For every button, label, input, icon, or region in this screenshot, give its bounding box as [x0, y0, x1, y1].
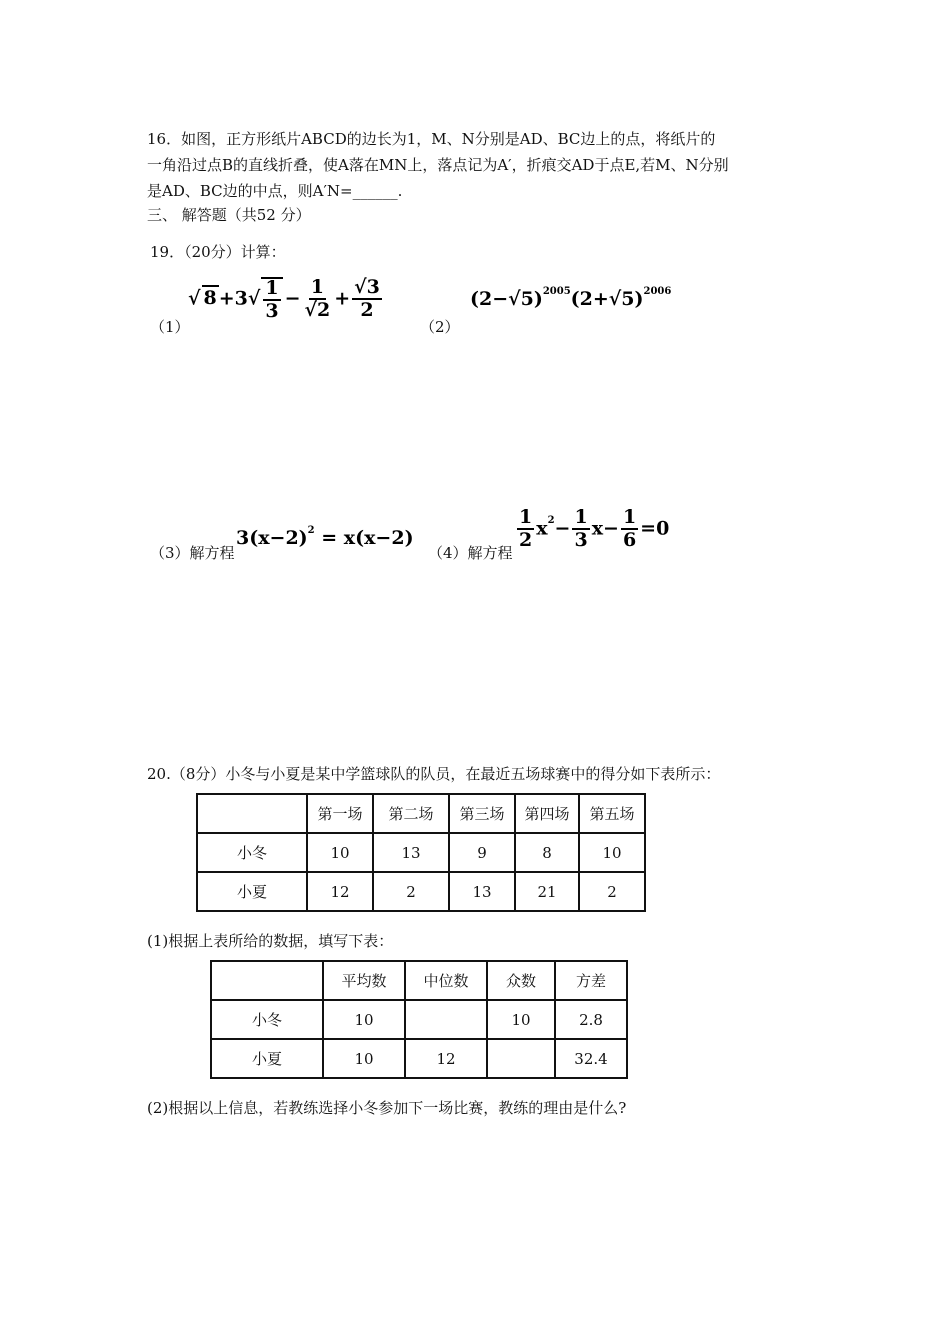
table-cell: 10	[579, 833, 645, 872]
score-header-cell: 第一场	[307, 794, 373, 833]
m1-sqrt8: 8	[203, 287, 217, 310]
score-header-cell: 第三场	[449, 794, 515, 833]
section-3-heading: 三、 解答题（共52 分）	[147, 206, 311, 224]
score-header-cell: 第二场	[373, 794, 449, 833]
score-header-cell	[197, 794, 307, 833]
table-cell: 10	[323, 1039, 405, 1078]
q19-part2-label: （2）	[420, 318, 460, 336]
table-row	[211, 1039, 627, 1078]
m1-plus3: +3	[218, 287, 248, 310]
table-row	[197, 833, 645, 872]
table-cell	[405, 1000, 487, 1039]
table-cell: 2	[579, 872, 645, 911]
row-label: 小冬	[211, 1000, 323, 1039]
table-cell: 2.8	[555, 1000, 627, 1039]
table-cell: 12	[307, 872, 373, 911]
table-cell: 32.4	[555, 1039, 627, 1078]
table-cell: 10	[323, 1000, 405, 1039]
q20-sub1: (1)根据上表所给的数据，填写下表：	[147, 932, 394, 950]
table-cell: 8	[515, 833, 579, 872]
row-label: 小夏	[211, 1039, 323, 1078]
m1-frac-2: $\frac{1}{√2}$	[304, 276, 331, 321]
m4-x: x−	[591, 517, 619, 540]
m4-eq: =0	[640, 517, 670, 540]
table-cell	[487, 1039, 555, 1078]
m1-frac-1: $\frac{1}{3}$	[261, 277, 282, 322]
score-header-cell: 第五场	[579, 794, 645, 833]
m4-frac-1: $\frac{1}{2}$	[519, 506, 533, 551]
stats-header-cell: 中位数	[405, 961, 487, 1000]
m3-rhs: = x(x−2)	[314, 527, 414, 549]
m4-exp: 2	[547, 515, 555, 527]
m3-exp: 2	[307, 524, 315, 536]
m2-exp1: 2005	[542, 285, 571, 297]
m4-frac-2: $\frac{1}{3}$	[574, 506, 588, 551]
m4-frac-3: $\frac{1}{6}$	[622, 506, 637, 551]
q16-line-3: 是AD、BC边的中点，则A′N=______.	[147, 182, 403, 200]
q20-sub2: (2)根据以上信息，若教练选择小冬参加下一场比赛，教练的理由是什么?	[147, 1099, 627, 1117]
m2-right: (2+√5)	[570, 288, 644, 310]
q19-expr-2	[470, 285, 672, 310]
table-cell: 21	[515, 872, 579, 911]
stats-header-cell	[211, 961, 323, 1000]
table-cell: 9	[449, 833, 515, 872]
table-cell: 13	[449, 872, 515, 911]
q20-header: 20.（8分）小冬与小夏是某中学篮球队的队员，在最近五场球赛中的得分如下表所示：	[147, 765, 721, 783]
q19-expr-1: √ 8 +3√ $\frac{1}{3}$ − $\frac{1}{√2}$ + $\frac{√3}{2}$	[188, 276, 380, 322]
row-label: 小夏	[197, 872, 307, 911]
stats-table	[210, 960, 628, 1079]
table-row	[197, 872, 645, 911]
q16-line-1: 16．如图，正方形纸片ABCD的边长为1，M、N分别是AD、BC边上的点，将纸片的	[147, 130, 716, 148]
stats-header-cell: 众数	[487, 961, 555, 1000]
table-cell: 10	[487, 1000, 555, 1039]
q19-part4-label: （4）解方程	[428, 544, 513, 562]
q19-header: 19．（20分）计算：	[150, 243, 286, 261]
table-cell: 10	[307, 833, 373, 872]
stats-header-cell: 方差	[555, 961, 627, 1000]
table-row	[211, 1000, 627, 1039]
q19-part1-label: （1）	[150, 318, 190, 336]
m4-minus: −	[554, 517, 571, 540]
table-cell: 13	[373, 833, 449, 872]
stats-table-header-row	[211, 961, 627, 1000]
q16-line-2: 一角沿过点B的直线折叠，使A落在MN上，落点记为A′，折痕交AD于点E,若M、N分别	[147, 156, 729, 174]
score-header-cell: 第四场	[515, 794, 579, 833]
m4-x2: x	[536, 517, 548, 540]
score-table	[196, 793, 646, 912]
table-cell: 2	[373, 872, 449, 911]
q19-expr-4	[515, 508, 669, 551]
m2-left: (2−√5)	[470, 288, 543, 310]
table-cell: 12	[405, 1039, 487, 1078]
q19-expr-3	[236, 524, 414, 549]
m3-lhs: 3(x−2)	[236, 527, 308, 549]
row-label: 小冬	[197, 833, 307, 872]
m1-plus: +	[334, 287, 351, 310]
q19-part3-label: （3）解方程	[150, 544, 235, 562]
stats-header-cell: 平均数	[323, 961, 405, 1000]
score-table-header-row	[197, 794, 645, 833]
m1-minus: −	[284, 287, 301, 310]
m1-frac-3: $\frac{√3}{2}$	[354, 276, 380, 321]
m2-exp2: 2006	[643, 285, 672, 297]
